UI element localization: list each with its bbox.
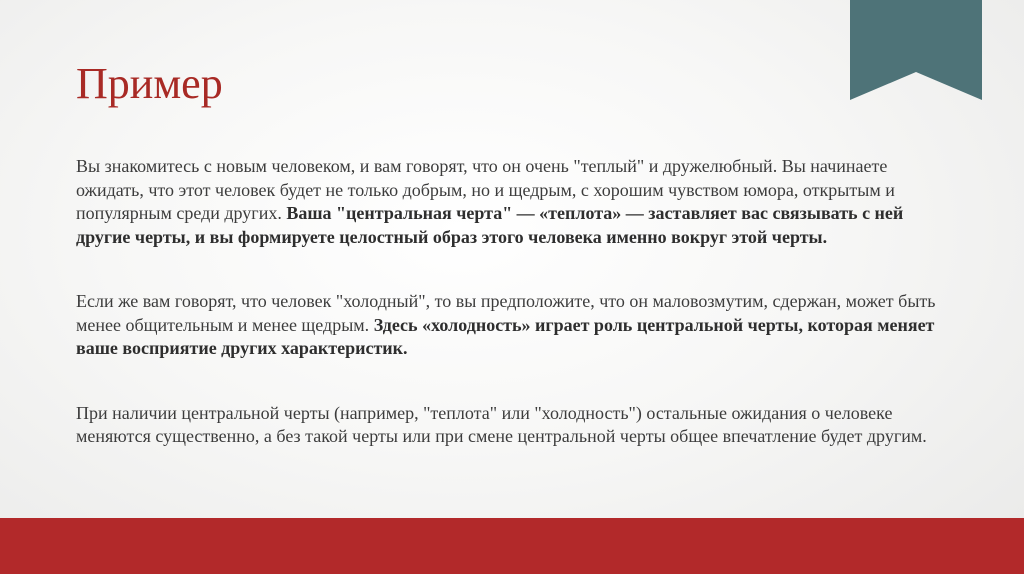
- ribbon-shape: [850, 0, 982, 100]
- paragraph-conclusion: [76, 402, 946, 449]
- paragraph-cold-emphasis: Здесь «холодность» играет роль центральной черты, которая меняет ваше восприятие других характеристик.: [76, 314, 935, 358]
- paragraph-cold: [76, 290, 946, 361]
- paragraph-warm-emphasis: Ваша "центральная черта" — «теплота» — заставляет вас связывать с ней другие черты, и вы формируете целостный образ этого человека именно вокруг этой черты.: [76, 203, 904, 247]
- footer-band: [0, 518, 1024, 574]
- slide-title: Пример: [76, 59, 223, 108]
- paragraph-warm-text: Вы знакомитесь с новым человеком, и вам говорят, что он очень "теплый" и дружелюбный. Вы начинаете ожидать, что этот человек будет не только добрым, но и щедрым, с хорошим чувством юмора, открытым и популярным среди других.: [76, 156, 895, 223]
- paragraph-conclusion-text: При наличии центральной черты (например, "теплота" или "холодность") остальные ожидания о человеке меняются существенно, а без такой черты или при смене центральной черты общее впечатление будет другим.: [76, 402, 927, 446]
- paragraph-warm: [76, 155, 946, 249]
- paragraph-cold-text: Если же вам говорят, что человек "холодный", то вы предположите, что он маловозмутим, сдержан, может быть менее общительным и менее щедрым.: [76, 291, 936, 335]
- bookmark-ribbon-icon: [850, 0, 982, 100]
- slide-body: [76, 155, 946, 449]
